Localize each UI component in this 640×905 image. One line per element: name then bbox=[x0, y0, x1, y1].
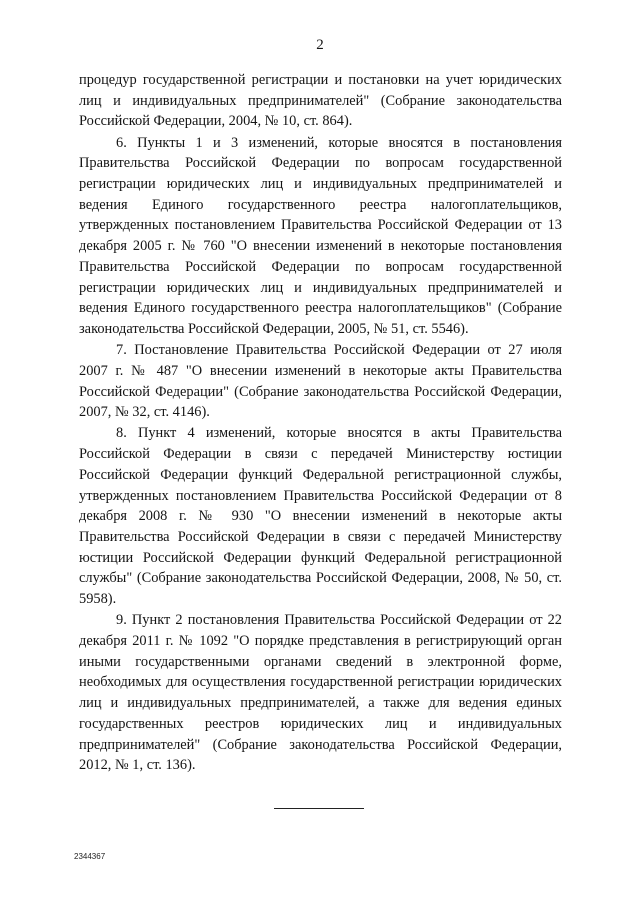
paragraph-item-7: 7. Постановление Правительства Российской Федерации от 27 июля 2007 г. № 487 "О внесении изменений в некоторые акты Правительства Российской Федерации" (Собрание законодательства Российской Федерации, 2007, № 32, ст. 4146). bbox=[79, 342, 562, 421]
paragraph-item-8: 8. Пункт 4 изменений, которые вносятся в акты Правительства Российской Федерации в связи с передачей Министерству юстиции Российской Федерации функций Федеральной регистрационной службы, утвержденных постановлением Правительства Российской Федерации от 8 декабря 2008 г. № 930 "О внесении изменений в некоторые акты Правительства Российской Федерации в связи с передачей Министерству юстиции Российской Федерации функций Федеральной регистрационной службы" (Собрание законодательства Российской Федерации, 2008, № 50, ст. 5958). bbox=[79, 425, 562, 608]
document-body bbox=[79, 70, 562, 776]
document-code: 2344367 bbox=[74, 852, 106, 861]
end-separator-line bbox=[274, 808, 364, 809]
page-number: 2 bbox=[316, 37, 324, 53]
paragraph-item-6: 6. Пункты 1 и 3 изменений, которые вносятся в постановления Правительства Российской Федерации по вопросам государственной регистрации юридических лиц и индивидуальных предпринимателей и ведения Единого государственного реестра налогоплательщиков, утвержденных постановлением Правительства Российской Федерации от 13 декабря 2005 г. № 760 "О внесении изменений в некоторые постановления Правительства Российской Федерации по вопросам государственной регистрации юридических лиц и индивидуальных предпринимателей и ведения Единого государственного реестра налогоплательщиков" (Собрание законодательства Российской Федерации, 2005, № 51, ст. 5546). bbox=[79, 134, 562, 337]
paragraph-continuation: процедур государственной регистрации и постановки на учет юридических лиц и индивидуальных предпринимателей" (Собрание законодательства Российской Федерации, 2004, № 10, ст. 864). bbox=[79, 72, 562, 130]
paragraph-item-9: 9. Пункт 2 постановления Правительства Российской Федерации от 22 декабря 2011 г. № 1092 "О порядке представления в регистрирующий орган иными государственными органами сведений в электронной форме, необходимых для осуществления государственной регистрации юридических лиц и индивидуальных предпринимателей, а также для ведения единых государственных реестров юридических лиц и индивидуальных предпринимателей" (Собрание законодательства Российской Федерации, 2012, № 1, ст. 136). bbox=[79, 612, 562, 774]
